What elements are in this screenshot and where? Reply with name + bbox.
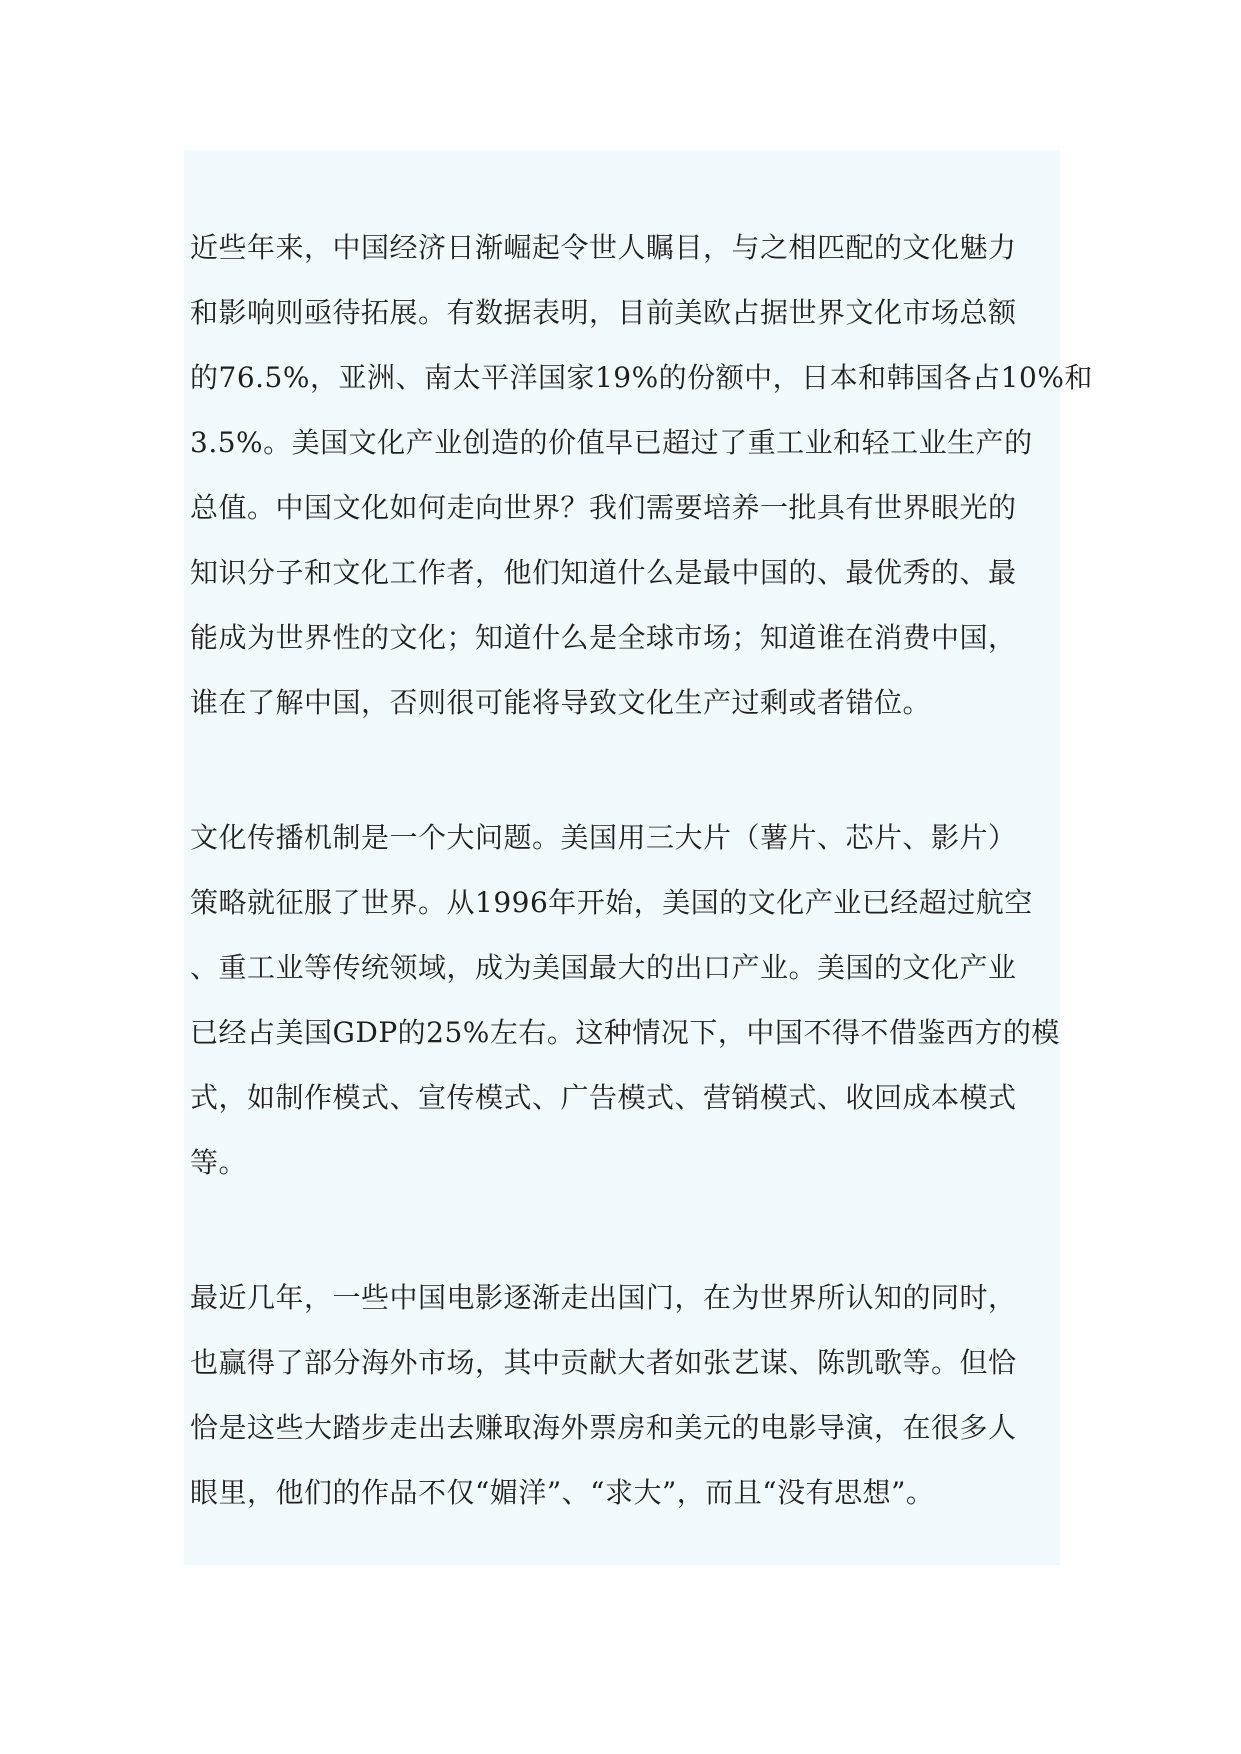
paragraph-line: 策略就征服了世界。从1996年开始，美国的文化产业已经超过航空 [190,886,1033,919]
paragraph-line: 和影响则亟待拓展。有数据表明，目前美欧占据世界文化市场总额 [190,296,1017,329]
paragraph-line: 已经占美国GDP的25%左右。这种情况下，中国不得不借鉴西方的模 [190,1016,1060,1049]
paragraph-line: 最近几年，一些中国电影逐渐走出国门，在为世界所认知的同时， [190,1281,1017,1314]
paragraph-line: 文化传播机制是一个大问题。美国用三大片（薯片、芯片、影片） [190,821,1017,854]
paragraph-line: 眼里，他们的作品不仅“媚洋”、“求大”，而且“没有思想”。 [190,1476,935,1509]
paragraph-line: 能成为世界性的文化；知道什么是全球市场；知道谁在消费中国， [190,621,1017,654]
paragraph-line: 式，如制作模式、宣传模式、广告模式、营销模式、收回成本模式 [190,1081,1017,1114]
paragraph-line: 总值。中国文化如何走向世界？我们需要培养一批具有世界眼光的 [190,491,1017,524]
paragraph-line: 谁在了解中国，否则很可能将导致文化生产过剩或者错位。 [190,686,932,719]
paragraph-line: 近些年来，中国经济日渐崛起令世人瞩目，与之相匹配的文化魅力 [190,231,1017,264]
paragraph-line: 恰是这些大踏步走出去赚取海外票房和美元的电影导演，在很多人 [190,1411,1017,1444]
paragraph-line: 、重工业等传统领域，成为美国最大的出口产业。美国的文化产业 [190,951,1017,984]
paragraph-line: 也赢得了部分海外市场，其中贡献大者如张艺谋、陈凯歌等。但恰 [190,1346,1017,1379]
paragraph-line: 等。 [190,1146,248,1179]
paragraph-line: 的76.5%，亚洲、南太平洋国家19%的份额中，日本和韩国各占10%和 [190,361,1093,394]
paragraph-line: 3.5%。美国文化产业创造的价值早已超过了重工业和轻工业生产的 [190,426,1033,459]
paragraph-line: 知识分子和文化工作者，他们知道什么是最中国的、最优秀的、最 [190,556,1017,589]
